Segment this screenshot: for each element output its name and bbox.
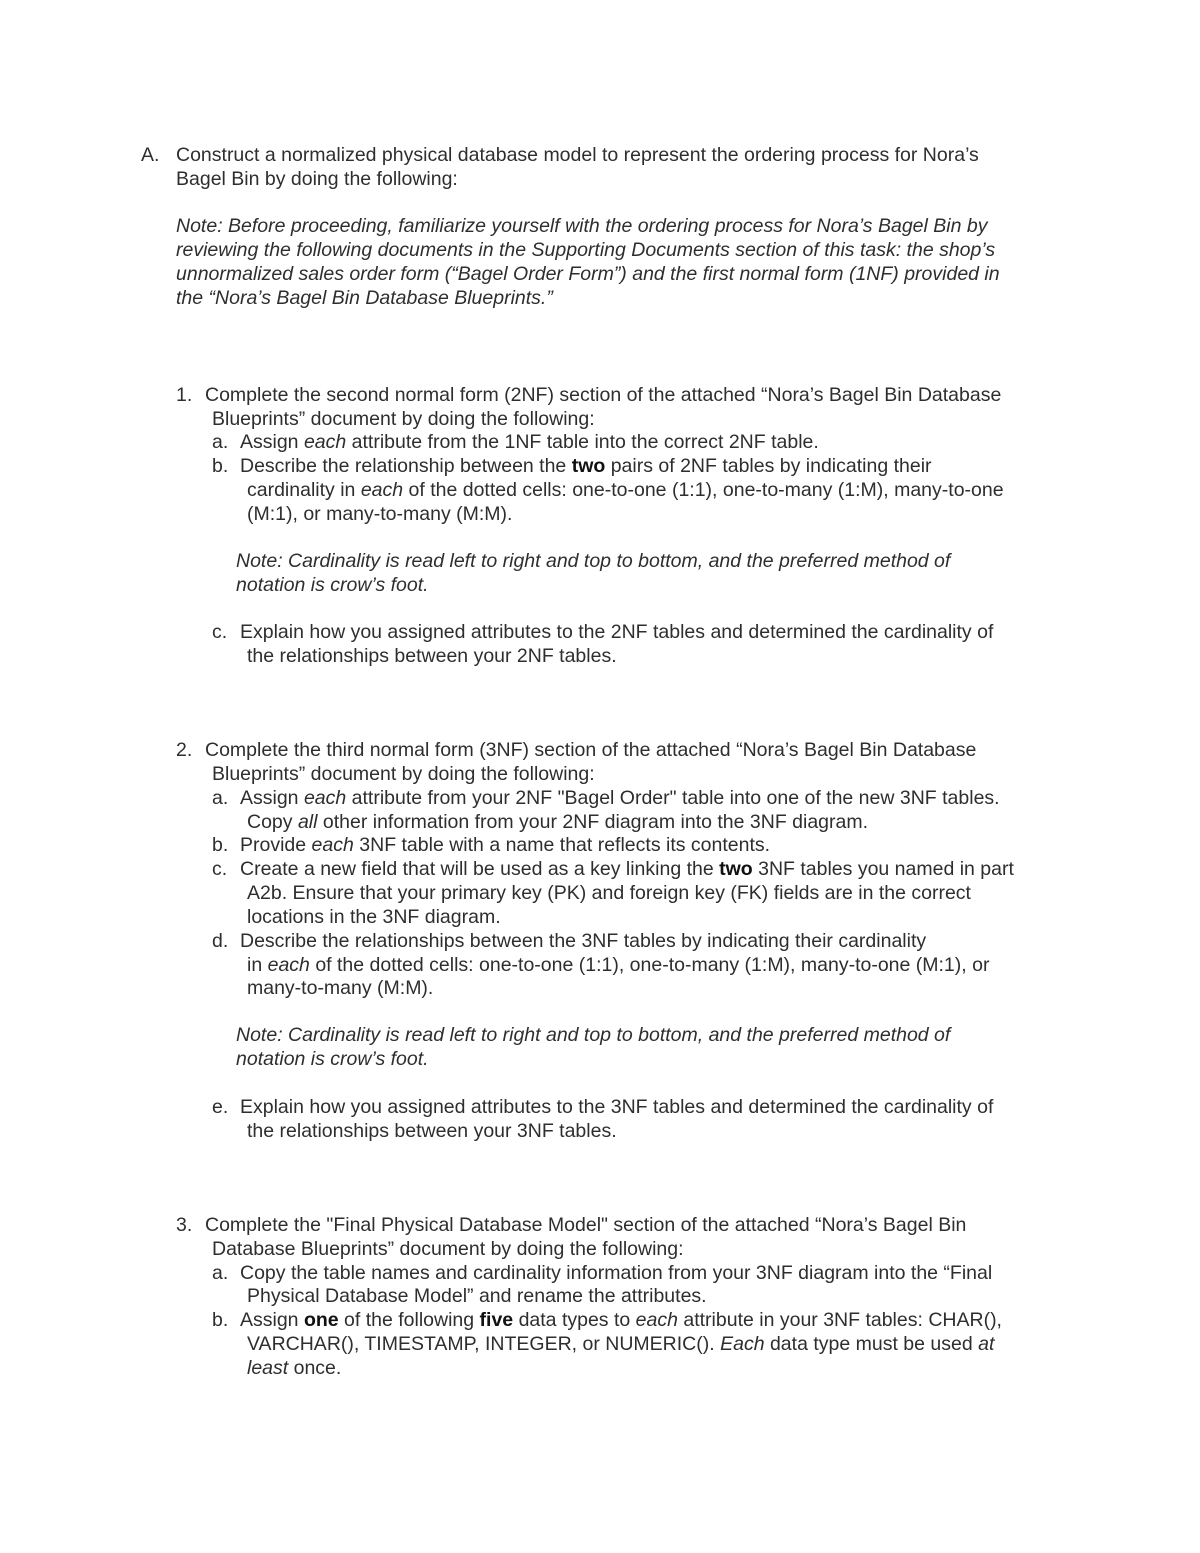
- item-2b-marker: b.: [212, 834, 229, 856]
- item-2c-marker: c.: [212, 858, 228, 880]
- item-2c-line-1: Create a new field that will be used as a key linking the two 3NF tables you named in part: [240, 858, 1014, 880]
- item-2b-text: Provide each 3NF table with a name that reflects its contents.: [240, 834, 771, 856]
- section-a-note-line-1: Note: Before proceeding, familiarize yourself with the ordering process for Nora’s Bagel Bin by: [176, 215, 988, 237]
- item-2d-line-2: in each of the dotted cells: one-to-one (1:1), one-to-many (1:M), many-to-one (M:1), or: [247, 954, 990, 976]
- item-2-line-2: Blueprints” document by doing the following:: [212, 763, 595, 785]
- item-2e-marker: e.: [212, 1096, 229, 1118]
- item-2-note-line-1: Note: Cardinality is read left to right and top to bottom, and the preferred method of: [236, 1024, 951, 1046]
- item-1c-marker: c.: [212, 621, 228, 643]
- item-3-line-1: Complete the "Final Physical Database Model" section of the attached “Nora’s Bagel Bin: [205, 1214, 967, 1236]
- item-2a-line-2: Copy all other information from your 2NF diagram into the 3NF diagram.: [247, 811, 869, 833]
- item-2d-marker: d.: [212, 930, 229, 952]
- item-2e-line-1: Explain how you assigned attributes to the 3NF tables and determined the cardinality of: [240, 1096, 994, 1118]
- item-3b-marker: b.: [212, 1309, 229, 1331]
- item-3b-line-1: Assign one of the following five data types to each attribute in your 3NF tables: CHAR(),: [240, 1309, 1002, 1331]
- section-a-note-line-3: unnormalized sales order form (“Bagel Order Form”) and the first normal form (1NF) provided in: [176, 263, 1000, 285]
- item-2c-line-3: locations in the 3NF diagram.: [247, 906, 501, 928]
- item-3-marker: 3.: [176, 1214, 193, 1236]
- section-a-note-line-2: reviewing the following documents in the Supporting Documents section of this task: the shop’s: [176, 239, 996, 261]
- item-2d-line-1: Describe the relationships between the 3NF tables by indicating their cardinality: [240, 930, 927, 952]
- item-3a-line-2: Physical Database Model” and rename the attributes.: [247, 1285, 707, 1307]
- section-a-line-1: Construct a normalized physical database model to represent the ordering process for Nora’s: [176, 144, 979, 166]
- item-1c-line-1: Explain how you assigned attributes to the 2NF tables and determined the cardinality of: [240, 621, 994, 643]
- section-a-line-2: Bagel Bin by doing the following:: [176, 168, 458, 190]
- item-1b-line-1: Describe the relationship between the two pairs of 2NF tables by indicating their: [240, 455, 932, 477]
- item-1-line-1: Complete the second normal form (2NF) section of the attached “Nora’s Bagel Bin Database: [205, 384, 1002, 406]
- item-1b-line-3: (M:1), or many-to-many (M:M).: [247, 503, 513, 525]
- item-3b-line-2: VARCHAR(), TIMESTAMP, INTEGER, or NUMERIC(). Each data type must be used at: [247, 1333, 995, 1355]
- item-1b-marker: b.: [212, 455, 229, 477]
- item-2a-line-1: Assign each attribute from your 2NF "Bagel Order" table into one of the new 3NF tables.: [240, 787, 1000, 809]
- item-2-line-1: Complete the third normal form (3NF) section of the attached “Nora’s Bagel Bin Database: [205, 739, 977, 761]
- item-2c-line-2: A2b. Ensure that your primary key (PK) and foreign key (FK) fields are in the correct: [247, 882, 971, 904]
- item-3a-line-1: Copy the table names and cardinality information from your 3NF diagram into the “Final: [240, 1262, 993, 1284]
- item-2e-line-2: the relationships between your 3NF tables.: [247, 1120, 617, 1142]
- item-1-line-2: Blueprints” document by doing the following:: [212, 408, 595, 430]
- section-a-note-line-4: the “Nora’s Bagel Bin Database Blueprints.”: [176, 287, 553, 309]
- item-3-line-2: Database Blueprints” document by doing the following:: [212, 1238, 684, 1260]
- item-1-marker: 1.: [176, 384, 193, 406]
- item-2-marker: 2.: [176, 739, 193, 761]
- item-2-note-line-2: notation is crow’s foot.: [236, 1048, 429, 1070]
- item-2d-line-3: many-to-many (M:M).: [247, 977, 434, 999]
- item-1a-text: Assign each attribute from the 1NF table into the correct 2NF table.: [240, 431, 819, 453]
- item-1c-line-2: the relationships between your 2NF tables.: [247, 645, 617, 667]
- item-3b-line-3: least once.: [247, 1357, 342, 1379]
- section-a-marker: A.: [141, 144, 160, 166]
- item-1b-line-2: cardinality in each of the dotted cells: one-to-one (1:1), one-to-many (1:M), many-to-one: [247, 479, 1004, 501]
- item-1-note-line-1: Note: Cardinality is read left to right and top to bottom, and the preferred method of: [236, 550, 951, 572]
- item-2a-marker: a.: [212, 787, 229, 809]
- item-3a-marker: a.: [212, 1262, 229, 1284]
- item-1a-marker: a.: [212, 431, 229, 453]
- item-1-note-line-2: notation is crow’s foot.: [236, 574, 429, 596]
